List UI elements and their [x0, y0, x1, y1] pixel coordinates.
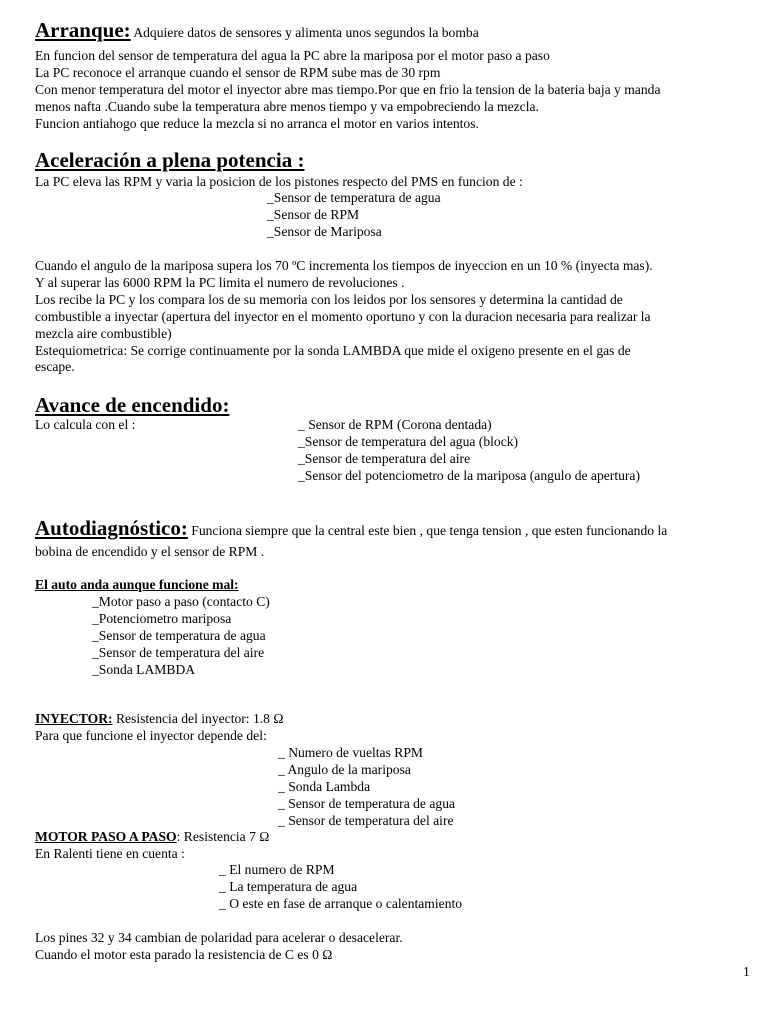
avance-sensor-item: _Sensor de temperatura del agua (block): [298, 434, 519, 449]
inyector-item: _ Angulo de la mariposa: [278, 762, 411, 777]
inyector-item: _ Numero de vueltas RPM: [278, 745, 423, 760]
arranque-heading-line: [35, 18, 479, 42]
inyector-item: _ Sensor de temperatura de agua: [278, 796, 456, 811]
aceleracion-line: mezcla aire combustible): [35, 326, 172, 341]
inyector-item: _ Sensor de temperatura del aire: [278, 813, 454, 828]
autodiagnostico-item: _Motor paso a paso (contacto C): [92, 594, 270, 609]
motor-paso-intro: En Ralenti tiene en cuenta :: [35, 846, 185, 861]
autodiagnostico-intro: Funciona siempre que la central este bien , que tenga tension , que esten funcionando la: [187, 523, 668, 538]
page-number: 1: [743, 964, 750, 979]
arranque-line: menos nafta .Cuando sube la temperatura abre menos tiempo y va empobreciendo la mezcla.: [35, 99, 539, 114]
avance-sensor-item: _ Sensor de RPM (Corona dentada): [298, 417, 492, 432]
motor-paso-resistance: : Resistencia 7 Ω: [176, 829, 270, 844]
aceleracion-line: combustible a inyectar (apertura del inyector en el momento oportuno y con la duracion necesaria para realizar la: [35, 309, 651, 324]
arranque-intro: Adquiere datos de sensores y alimenta unos segundos la bomba: [130, 25, 479, 40]
autodiagnostico-line: bobina de encendido y el sensor de RPM .: [35, 544, 265, 559]
arranque-line: Con menor temperatura del motor el inyector abre mas tiempo.Por que en frio la tension de la bateria baja y manda: [35, 82, 661, 97]
aceleracion-line: Estequiometrica: Se corrige continuamente por la sonda LAMBDA que mide el oxigeno presente en el gas de: [35, 343, 631, 358]
aceleracion-line: escape.: [35, 359, 75, 374]
inyector-item: _ Sonda Lambda: [278, 779, 371, 794]
arranque-line: Funcion antiahogo que reduce la mezcla si no arranca el motor en varios intentos.: [35, 116, 479, 131]
autodiagnostico-item: _Potenciometro mariposa: [92, 611, 232, 626]
inyector-resistance: Resistencia del inyector: 1.8 Ω: [112, 711, 284, 726]
autodiagnostico-item: _Sensor de temperatura de agua: [92, 628, 266, 643]
autodiagnostico-subtitle: El auto anda aunque funcione mal:: [35, 577, 239, 592]
avance-intro: Lo calcula con el :: [35, 417, 136, 432]
aceleracion-line: Cuando el angulo de la mariposa supera los 70 ºC incrementa los tiempos de inyeccion en un 10 % (inyecta mas).: [35, 258, 653, 273]
avance-sensor-item: _Sensor de temperatura del aire: [298, 451, 471, 466]
inyector-intro: Para que funcione el inyector depende del:: [35, 728, 267, 743]
inyector-label: INYECTOR:: [35, 711, 113, 726]
autodiagnostico-title: Autodiagnóstico:: [35, 516, 188, 540]
autodiagnostico-item: _Sensor de temperatura del aire: [92, 645, 265, 660]
aceleracion-line: Y al superar las 6000 RPM la PC limita el numero de revoluciones .: [35, 275, 405, 290]
aceleracion-line: Los recibe la PC y los compara los de su memoria con los leidos por los sensores y determina la cantidad de: [35, 292, 623, 307]
inyector-heading-line: [35, 710, 283, 727]
motor-paso-item: _ El numero de RPM: [219, 862, 335, 877]
motor-paso-closing-line: Los pines 32 y 34 cambian de polaridad para acelerar o desacelerar.: [35, 930, 403, 945]
motor-paso-label: MOTOR PASO A PASO: [35, 829, 177, 844]
avance-sensor-item: _Sensor del potenciometro de la mariposa (angulo de apertura): [298, 468, 640, 483]
aceleracion-title: Aceleración a plena potencia :: [35, 148, 305, 172]
arranque-line: En funcion del sensor de temperatura del agua la PC abre la mariposa por el motor paso a paso: [35, 48, 550, 63]
arranque-line: La PC reconoce el arranque cuando el sensor de RPM sube mas de 30 rpm: [35, 65, 441, 80]
aceleracion-sensor-item: _Sensor de Mariposa: [267, 224, 382, 239]
avance-title: Avance de encendido:: [35, 393, 230, 417]
aceleracion-sensor-item: _Sensor de RPM: [267, 207, 360, 222]
autodiagnostico-heading-line: [35, 516, 668, 540]
motor-paso-item: _ La temperatura de agua: [219, 879, 358, 894]
aceleracion-sensor-item: _Sensor de temperatura de agua: [267, 190, 441, 205]
motor-paso-heading-line: [35, 828, 269, 845]
aceleracion-intro: La PC eleva las RPM y varia la posicion de los pistones respecto del PMS en funcion de :: [35, 174, 523, 189]
arranque-title: Arranque:: [35, 18, 131, 42]
motor-paso-closing-line: Cuando el motor esta parado la resistencia de C es 0 Ω: [35, 947, 333, 962]
motor-paso-item: _ O este en fase de arranque o calentamiento: [219, 896, 463, 911]
autodiagnostico-item: _Sonda LAMBDA: [92, 662, 196, 677]
